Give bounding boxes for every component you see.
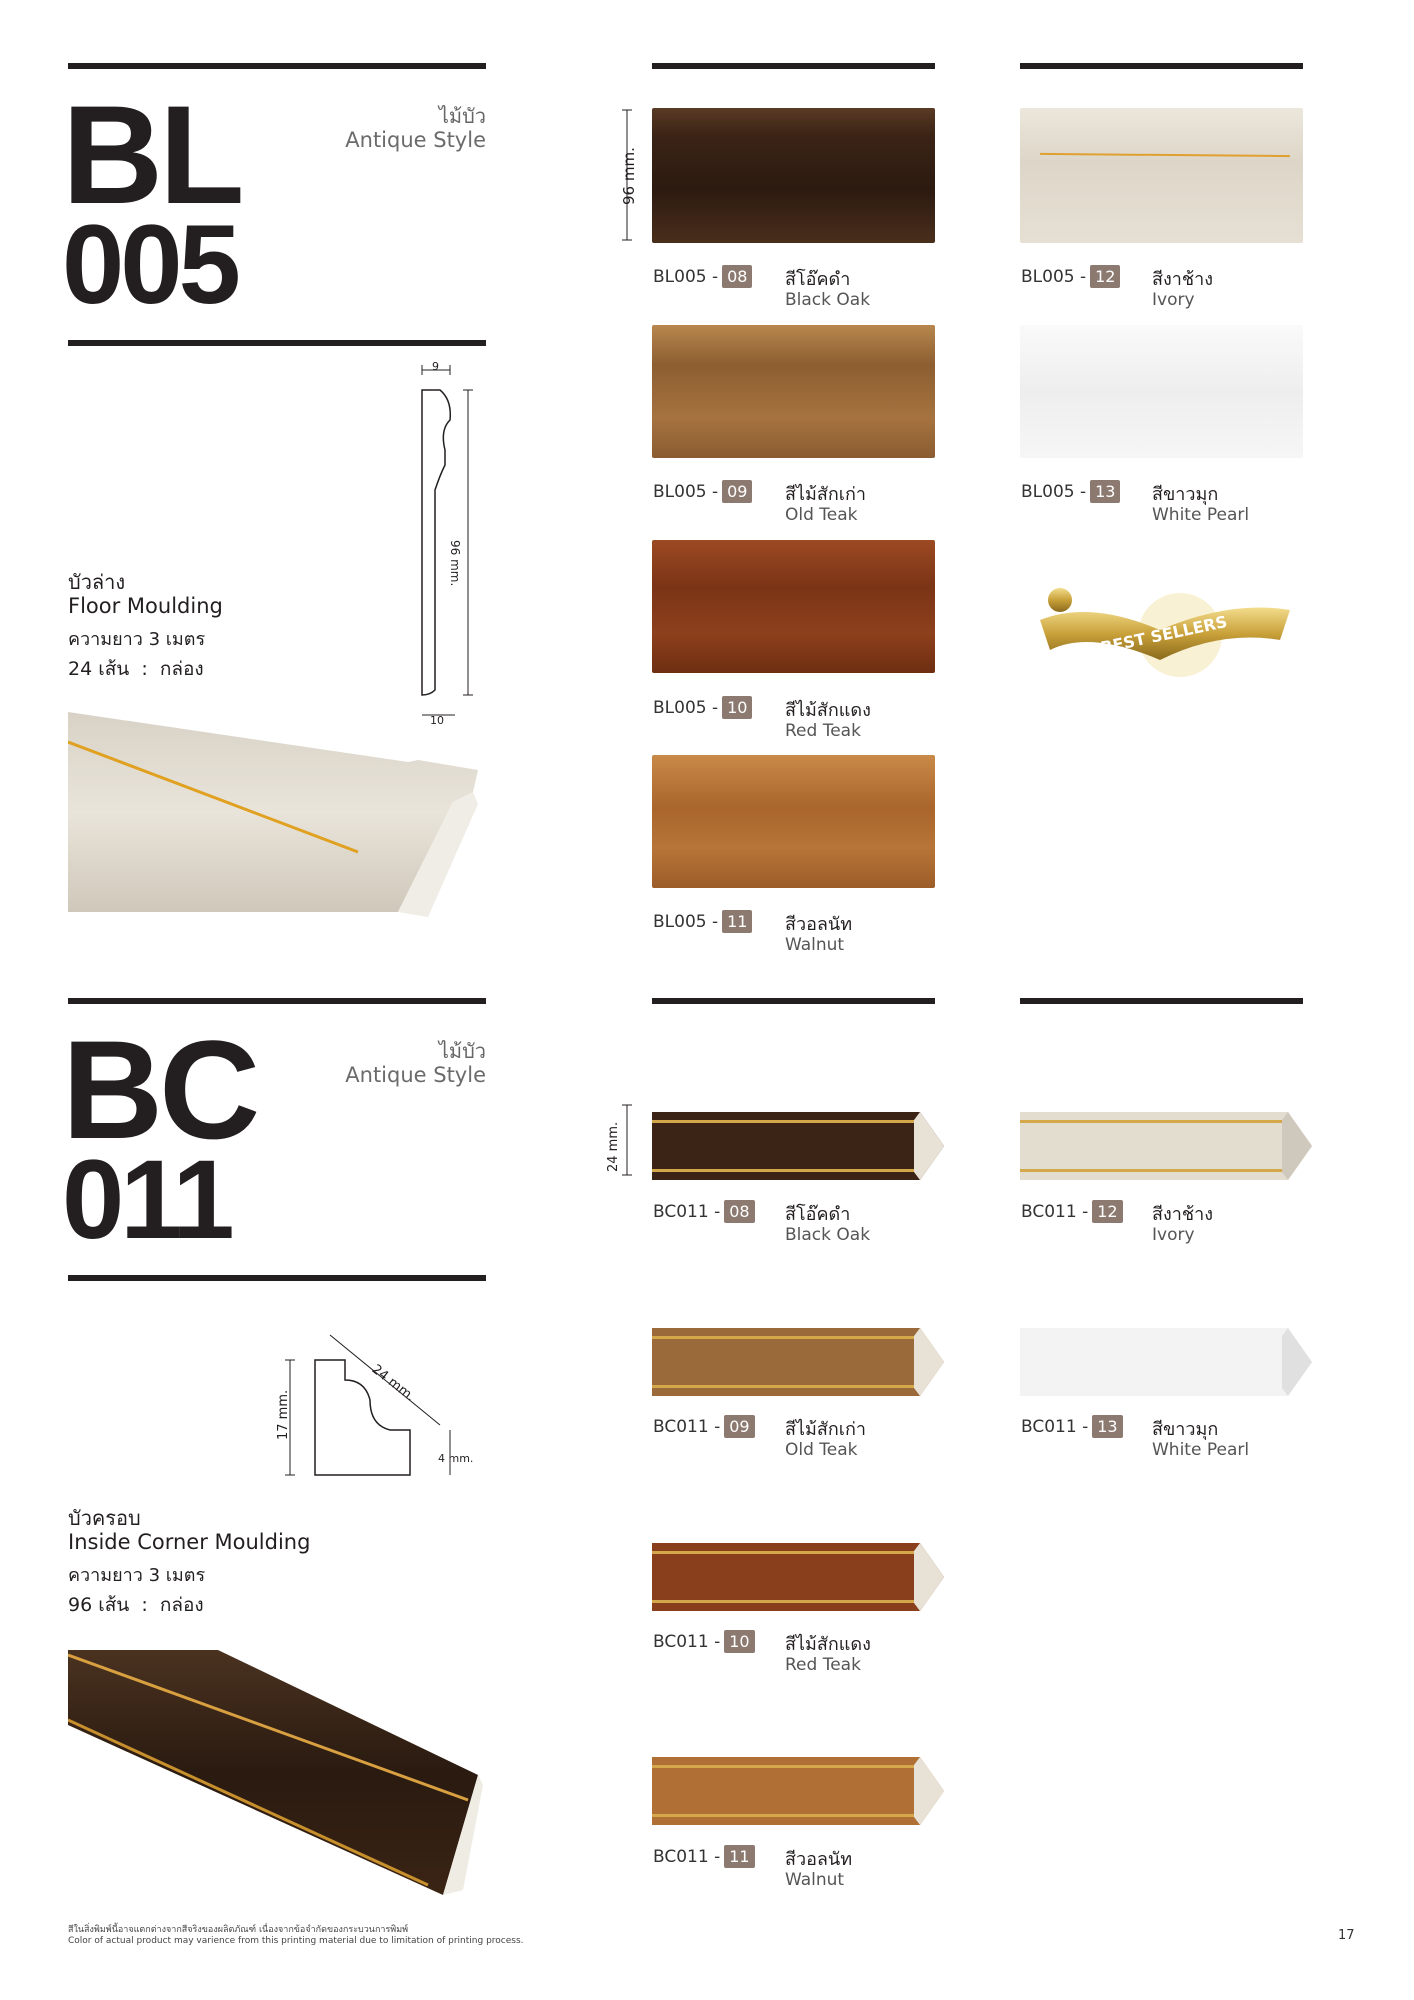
bl005-product-photo [68,712,478,922]
swatch-bc011-12 [1020,1112,1312,1180]
bc011-13-code: BC011 - 13 [1021,1415,1123,1438]
bl005-code-line2: 005 [62,202,237,327]
bl005-style: Antique Style [345,128,486,152]
swatch-bc011-09 [652,1328,944,1396]
footer-note-th: สีในสิ่งพิมพ์นี้อาจแตกต่างจากสีจริงของผลิตภัณฑ์ เนื่องจากข้อจำกัดของกระบวนการพิมพ์ [68,1925,409,1935]
bl005-10-en: Red Teak [785,721,861,741]
bl005-dim-height-profile: 96 mm. [448,540,462,587]
bc011-product-photo [68,1650,488,1895]
bc011-code-line2: 011 [62,1137,231,1262]
bc011-name-en: Inside Corner Moulding [68,1530,311,1554]
bc011-divider [68,1275,486,1281]
bc011-top-rule-left [68,998,486,1004]
bl005-09-en: Old Teak [785,505,858,525]
top-rule-mid [652,63,935,69]
swatch-bl005-11 [652,755,935,888]
bc011-13-th: สีขาวมุก [1152,1419,1219,1440]
bl005-11-th: สีวอลนัท [785,914,853,935]
swatch-bc011-13 [1020,1328,1312,1396]
bc011-08-en: Black Oak [785,1225,871,1245]
bl005-12-en: Ivory [1152,290,1195,310]
swatch-bc011-10 [652,1543,944,1611]
bl005-13-en: White Pearl [1152,505,1250,525]
bl005-09-th: สีไม้สักเก่า [785,484,866,505]
bl005-12-th: สีงาช้าง [1152,269,1213,290]
swatch-bl005-10 [652,540,935,673]
bc011-10-th: สีไม้สักแดง [785,1634,871,1655]
swatch-bl005-09 [652,325,935,458]
top-rule-left [68,63,486,69]
bl005-pack: 24 เส้น : กล่อง [68,658,204,680]
bl005-thai-type: ไม้บัว [438,104,486,128]
bc011-dim-height: 24 mm. [606,1121,621,1172]
bl005-11-code: BL005 - 11 [653,910,752,933]
bc011-09-en: Old Teak [785,1440,858,1460]
footer-note-en: Color of actual product may varience from this printing material due to limitation of printing process. [68,1936,524,1946]
bl005-dim-top: 9 [432,360,439,373]
bc011-name-th: บัวครอบ [68,1506,141,1530]
bc011-11-en: Walnut [785,1870,845,1890]
swatch-bl005-12 [1020,108,1303,243]
bc011-13-en: White Pearl [1152,1440,1250,1460]
bc011-11-th: สีวอลนัท [785,1849,853,1870]
bc011-12-en: Ivory [1152,1225,1195,1245]
bl005-13-code: BL005 - 13 [1021,480,1120,503]
bc011-dim-diag: 24 mm. [368,1362,418,1405]
bl005-divider [68,340,486,346]
top-rule-right [1020,63,1303,69]
swatch-bc011-11 [652,1757,944,1825]
bc011-08-th: สีโอ๊คดำ [785,1204,851,1225]
bc011-09-th: สีไม้สักเก่า [785,1419,866,1440]
bl005-code-line1: BL [62,76,241,233]
bl005-name-th: บัวล่าง [68,570,126,594]
bl005-08-code: BL005 - 08 [653,265,752,288]
bl005-name-en: Floor Moulding [68,594,223,618]
bl005-dim-bottom: 10 [430,714,444,727]
bl005-10-code: BL005 - 10 [653,696,752,719]
swatch-bl005-13 [1020,325,1303,458]
bc011-11-code: BC011 - 11 [653,1845,755,1868]
bc011-length: ความยาว 3 เมตร [68,1565,206,1586]
bc011-12-code: BC011 - 12 [1021,1200,1123,1223]
bc011-12-th: สีงาช้าง [1152,1204,1213,1225]
bc011-top-rule-right [1020,998,1303,1004]
bl005-08-en: Black Oak [785,290,871,310]
bl005-11-en: Walnut [785,935,845,955]
bc011-dim-side: 17 mm. [276,1389,291,1440]
bc011-pack: 96 เส้น : กล่อง [68,1594,204,1616]
page-number: 17 [1338,1928,1355,1943]
bc011-style: Antique Style [345,1063,486,1087]
bl005-dim-height: 96 mm. [620,147,638,205]
swatch-bc011-08 [652,1112,944,1180]
best-sellers-badge [1030,580,1300,680]
bc011-10-en: Red Teak [785,1655,861,1675]
best-sellers-text: BEST SELLERS [1098,611,1229,658]
bl005-length: ความยาว 3 เมตร [68,629,206,650]
bl005-13-th: สีขาวมุก [1152,484,1219,505]
swatch-bl005-08 [652,108,935,243]
bc011-thai-type: ไม้บัว [438,1039,486,1063]
bc011-dim-small: 4 mm. [438,1452,474,1465]
bl005-10-th: สีไม้สักแดง [785,700,871,721]
bc011-code-line1: BC [62,1011,257,1168]
bc011-08-code: BC011 - 08 [653,1200,755,1223]
bl005-12-code: BL005 - 12 [1021,265,1120,288]
bc011-top-rule-mid [652,998,935,1004]
bl005-08-th: สีโอ๊คดำ [785,269,851,290]
bc011-09-code: BC011 - 09 [653,1415,755,1438]
bc011-10-code: BC011 - 10 [653,1630,755,1653]
bl005-09-code: BL005 - 09 [653,480,752,503]
